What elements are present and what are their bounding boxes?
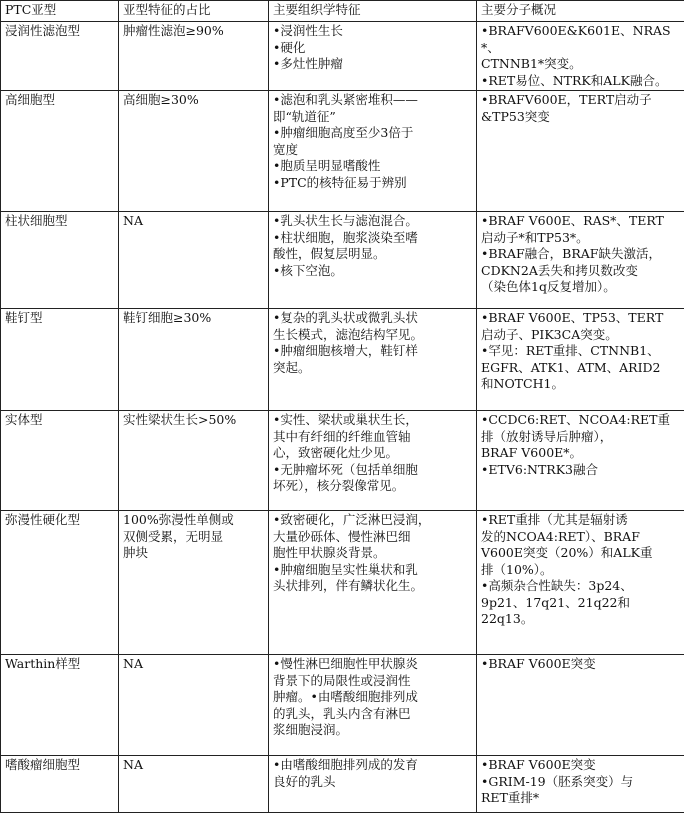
- molecular-line: •BRAF V600E突变: [481, 757, 680, 774]
- proportion-cell: NA: [119, 655, 269, 756]
- histology-line: 心，致密硬化灶少见。: [273, 445, 472, 462]
- subtype-cell: 鞋钉型: [1, 309, 119, 411]
- molecular-line: 发的NCOA4:RET）、BRAF: [481, 529, 680, 546]
- histology-line: •核下空泡。: [273, 263, 472, 280]
- molecular-line: 启动子*和TP53*。: [481, 230, 680, 247]
- table-row: [1, 309, 684, 411]
- histology-line: •浸润性生长: [273, 23, 472, 40]
- histology-line: •硬化: [273, 40, 472, 57]
- molecular-line: V600E突变（20%）和ALK重: [481, 545, 680, 562]
- proportion-cell: NA: [119, 756, 269, 813]
- proportion-cell: 实性梁状生长>50%: [119, 411, 269, 511]
- molecular-cell: [477, 212, 684, 309]
- histology-cell: [269, 411, 477, 511]
- proportion-cell: NA: [119, 212, 269, 309]
- histology-cell: [269, 22, 477, 91]
- table-row: [1, 756, 684, 813]
- histology-line: •致密硬化，广泛淋巴浸润，: [273, 512, 472, 529]
- proportion-line: 肿块: [123, 545, 264, 562]
- molecular-line: •RET重排（尤其是辐射诱: [481, 512, 680, 529]
- molecular-cell: [477, 511, 684, 655]
- molecular-cell: [477, 22, 684, 91]
- molecular-cell: [477, 756, 684, 813]
- histology-line: 其中有纤细的纤维血管轴: [273, 429, 472, 446]
- subtype-cell: 嗜酸瘤细胞型: [1, 756, 119, 813]
- histology-cell: [269, 511, 477, 655]
- molecular-line: &TP53突变: [481, 109, 680, 126]
- proportion-cell: [119, 511, 269, 655]
- molecular-line: •CCDC6:RET、NCOA4:RET重: [481, 412, 680, 429]
- table-row: [1, 411, 684, 511]
- histology-line: 生长模式，滤泡结构罕见。: [273, 327, 472, 344]
- table-row: [1, 655, 684, 756]
- molecular-line: •罕见：RET重排、CTNNB1、: [481, 343, 680, 360]
- subtype-cell: 弥漫性硬化型: [1, 511, 119, 655]
- histology-cell: [269, 655, 477, 756]
- histology-line: 肿瘤。•由嗜酸细胞排列成: [273, 689, 472, 706]
- histology-line: 头状排列，伴有鳞状化生。: [273, 578, 472, 595]
- header-proportion: 亚型特征的占比: [119, 1, 269, 22]
- molecular-cell: [477, 655, 684, 756]
- table-row: [1, 91, 684, 212]
- molecular-line: BRAF V600E*。: [481, 445, 680, 462]
- histology-cell: [269, 756, 477, 813]
- molecular-line: 排（10%）。: [481, 562, 680, 579]
- table-row: [1, 212, 684, 309]
- histology-line: •复杂的乳头状或微乳头状: [273, 310, 472, 327]
- histology-line: 坏死），核分裂像常见。: [273, 478, 472, 495]
- histology-line: •由嗜酸细胞排列成的发育: [273, 757, 472, 774]
- histology-line: 浆细胞浸润。: [273, 722, 472, 739]
- histology-line: •乳头状生长与滤泡混合。: [273, 213, 472, 230]
- histology-line: •无肿瘤坏死（包括单细胞: [273, 462, 472, 479]
- histology-line: 酸性，假复层明显。: [273, 246, 472, 263]
- histology-line: 背景下的局限性或浸润性: [273, 673, 472, 690]
- proportion-cell: 高细胞≥30%: [119, 91, 269, 212]
- histology-line: •滤泡和乳头紧密堆积——: [273, 92, 472, 109]
- molecular-line: （染色体1q反复增加）。: [481, 279, 680, 296]
- histology-line: 良好的乳头: [273, 774, 472, 791]
- subtype-cell: 实体型: [1, 411, 119, 511]
- molecular-cell: [477, 309, 684, 411]
- molecular-line: •BRAF V600E突变: [481, 656, 680, 673]
- histology-line: 大量砂砾体、慢性淋巴细: [273, 529, 472, 546]
- subtype-cell: 柱状细胞型: [1, 212, 119, 309]
- molecular-line: •ETV6:NTRK3融合: [481, 462, 680, 479]
- histology-line: 突起。: [273, 360, 472, 377]
- histology-line: 即“轨道征”: [273, 109, 472, 126]
- header-molecular: 主要分子概况: [477, 1, 684, 22]
- proportion-cell: 肿瘤性滤泡≥90%: [119, 22, 269, 91]
- table-row: [1, 511, 684, 655]
- histology-cell: [269, 91, 477, 212]
- molecular-line: CTNNB1*突变。: [481, 56, 680, 73]
- molecular-line: RET重排*: [481, 790, 680, 807]
- molecular-line: 和NOTCH1。: [481, 376, 680, 393]
- histology-cell: [269, 309, 477, 411]
- histology-line: •慢性淋巴细胞性甲状腺炎: [273, 656, 472, 673]
- histology-line: •胞质呈明显嗜酸性: [273, 158, 472, 175]
- histology-line: 宽度: [273, 142, 472, 159]
- molecular-cell: [477, 91, 684, 212]
- molecular-line: 排（放射诱导后肿瘤），: [481, 429, 680, 446]
- histology-line: •PTC的核特征易于辨别: [273, 175, 472, 192]
- subtype-cell: 浸润性滤泡型: [1, 22, 119, 91]
- histology-line: •肿瘤细胞呈实性巢状和乳: [273, 562, 472, 579]
- molecular-line: •高频杂合性缺失：3p24、: [481, 578, 680, 595]
- molecular-line: 22q13。: [481, 611, 680, 628]
- molecular-line: •GRIM-19（胚系突变）与: [481, 774, 680, 791]
- header-histology: 主要组织学特征: [269, 1, 477, 22]
- molecular-line: •BRAFV600E&K601E、NRAS*、: [481, 23, 680, 56]
- histology-line: •实性、梁状或巢状生长，: [273, 412, 472, 429]
- histology-line: 胞性甲状腺炎背景。: [273, 545, 472, 562]
- table-row: [1, 22, 684, 91]
- molecular-cell: [477, 411, 684, 511]
- proportion-cell: 鞋钉细胞≥30%: [119, 309, 269, 411]
- histology-line: •多灶性肿瘤: [273, 56, 472, 73]
- molecular-line: •BRAF V600E、RAS*、TERT: [481, 213, 680, 230]
- histology-line: 的乳头，乳头内含有淋巴: [273, 706, 472, 723]
- molecular-line: •BRAFV600E，TERT启动子: [481, 92, 680, 109]
- molecular-line: 启动子、PIK3CA突变。: [481, 327, 680, 344]
- proportion-line: 100%弥漫性单侧或: [123, 512, 264, 529]
- molecular-line: 9p21、17q21、21q22和: [481, 595, 680, 612]
- histology-line: •柱状细胞，胞浆淡染至嗜: [273, 230, 472, 247]
- histology-line: •肿瘤细胞核增大，鞋钉样: [273, 343, 472, 360]
- molecular-line: CDKN2A丢失和拷贝数改变: [481, 263, 680, 280]
- molecular-line: •BRAF V600E、TP53、TERT: [481, 310, 680, 327]
- subtype-cell: Warthin样型: [1, 655, 119, 756]
- proportion-line: 双侧受累，无明显: [123, 529, 264, 546]
- histology-line: •肿瘤细胞高度至少3倍于: [273, 125, 472, 142]
- molecular-line: •RET易位、NTRK和ALK融合。: [481, 73, 680, 90]
- subtype-cell: 高细胞型: [1, 91, 119, 212]
- header-row: [1, 1, 684, 22]
- molecular-line: •BRAF融合，BRAF缺失激活，: [481, 246, 680, 263]
- header-subtype: PTC亚型: [1, 1, 119, 22]
- molecular-line: EGFR、ATK1、ATM、ARID2: [481, 360, 680, 377]
- histology-cell: [269, 212, 477, 309]
